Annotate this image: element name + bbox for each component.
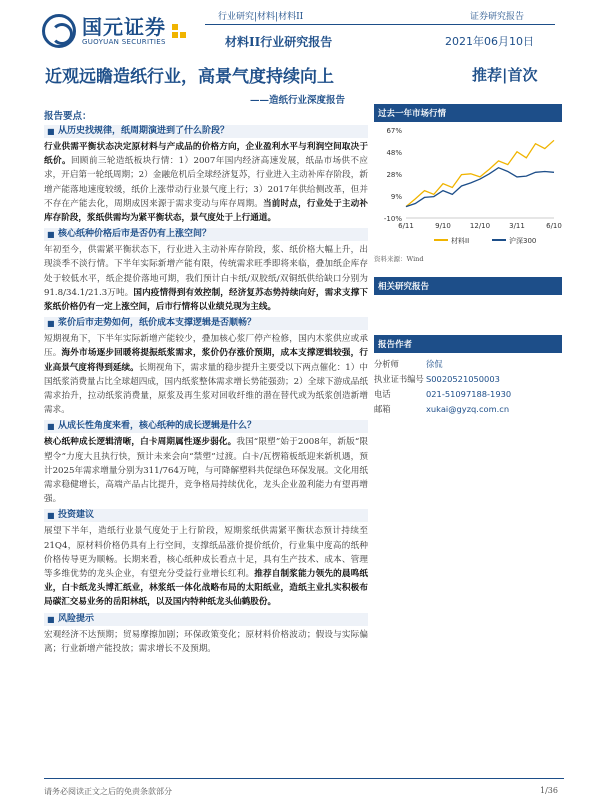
chart-source: 资料来源：Wind [374, 255, 424, 263]
emphasis-text: 推荐自制浆能力领先的晨鸣纸业，白卡纸龙头博汇纸业，林浆纸一体化战略布局的太阳纸业，造纸主业扎实积极布局碳汇交易业务的岳阳林纸，以及国内特种纸龙头仙鹤股份。 [44, 569, 368, 608]
author-field-label: 邮箱 [374, 404, 391, 414]
rating-badge: 推荐|首次 [472, 66, 538, 84]
sector-name: 材料II行业研究报告 [225, 35, 333, 49]
series-line-1 [406, 168, 554, 207]
section-paragraph [44, 435, 368, 506]
author-info [374, 357, 562, 417]
section-heading: ■ 风险提示 [44, 613, 368, 626]
summary-column [44, 108, 368, 657]
emphasis-text: 核心纸种成长逻辑清晰，白卡周期属性逐步弱化。 [44, 437, 237, 448]
author-header: 报告作者 [374, 335, 562, 353]
emphasis-text: 海外市场逐步回暖将提振纸浆需求，浆价仍存涨价预期，成本支撑逻辑较强，行业高景气度将得到延续。 [44, 348, 368, 373]
legend-label: 材料II [451, 237, 470, 245]
author-field-value: xukai@gyzq.com.cn [426, 404, 510, 414]
body-text: 宏观经济不达预期；贸易摩擦加剧；环保政策变化；原材料价格波动；假设与实际偏离；行业新增产能投放；需求增长不及预期。 [44, 629, 368, 654]
author-row [374, 357, 562, 372]
x-tick-label: 9/10 [435, 222, 451, 230]
summary-sections [44, 125, 368, 656]
report-title: 近观远瞻造纸行业，高景气度持续向上 [45, 67, 334, 87]
report-date: 2021年06月10日 [445, 35, 534, 48]
y-tick-label: -10% [383, 215, 402, 223]
report-type: 证券研究报告 [470, 12, 525, 22]
page-number: 1/36 [540, 786, 558, 795]
body-text: 长期视角下，需求量的稳步提升主要受以下两点催化：1）中国纸浆消费量占比全球超四成，国内纸浆整体需求增长势能强劲；2）全球下游成品纸需求抬升，拉动纸浆消费量，原浆及再生浆对回收纤维的潜在替代或为纸浆创造新增需求。 [44, 362, 368, 416]
section-paragraph [44, 524, 368, 609]
section-paragraph [44, 628, 368, 656]
y-tick-label: 48% [386, 149, 402, 157]
y-tick-label: 28% [386, 171, 402, 179]
market-chart-svg [374, 122, 562, 252]
section-heading: ■ 核心纸种价格后市是否仍有上涨空间？ [44, 228, 368, 241]
y-tick-label: 67% [386, 127, 402, 135]
x-tick-label: 6/11 [398, 222, 414, 230]
author-row [374, 372, 562, 387]
legend-label: 沪深300 [509, 237, 537, 245]
related-header: 相关研究报告 [374, 277, 562, 295]
x-tick-label: 3/11 [509, 222, 525, 230]
summary-label: 报告要点： [44, 111, 92, 122]
author-field-value: 徐侃 [426, 359, 443, 369]
author-field-value: 021-51097188-1930 [426, 389, 512, 399]
body-text: 回顾前三轮造纸板块行情：1）2007年国内经济高速发展，纸品市场供不应求，开启第一轮纸周期；2）金融危机后全球经济复苏，行业进入主动补库存阶段，新增产能落地速度较缓，纸价上涨带动行业景气度上行；3）2017年供给侧改革，但并不存在产能去化，周期成因来源于需求变动与库存周期。 [44, 156, 368, 209]
footer-disclaimer: 请务必阅读正文之后的免责条款部分 [44, 787, 172, 796]
section-heading: ■ 从成长性角度来看，核心纸种的成长逻辑是什么？ [44, 420, 368, 433]
author-field-value: S0020521050003 [426, 374, 500, 384]
section-heading: ■ 浆价后市走势如何，纸价成本支撑逻辑是否顺畅？ [44, 317, 368, 330]
section-heading: ■ 从历史找规律，纸周期演进到了什么阶段？ [44, 125, 368, 138]
y-tick-label: 9% [390, 193, 402, 201]
logo-mark-icon [42, 14, 76, 48]
author-row [374, 402, 562, 417]
logo-cn: 国元证券 [82, 15, 166, 39]
report-header [0, 0, 600, 58]
emphasis-text: 国内疫情得到有效控制，经济复苏态势持续向好，需求支撑下浆纸价格仍有一定上涨空间，后市行情将以业绩兑现为主线。 [44, 287, 368, 313]
author-field-label: 执业证书编号 [374, 374, 424, 384]
section-heading: ■ 投资建议 [44, 509, 368, 522]
logo-squares-icon [172, 24, 186, 38]
section-paragraph [44, 332, 368, 417]
header-divider [205, 24, 555, 25]
market-chart [374, 122, 562, 252]
emphasis-text: 行业供需平衡状态决定原材料与产成品的价格方向，企业盈利水平与利润空间取决于纸价。 [44, 142, 368, 167]
footer-divider [44, 778, 564, 779]
author-field-label: 分析师 [374, 359, 399, 369]
body-text: 短期视角下，下半年实际新增产能较少，叠加核心浆厂停产检修，国内木浆供应或承压。 [44, 334, 368, 359]
chart-header: 过去一年市场行情 [374, 104, 562, 122]
body-text: 年初至今，供需紧平衡状态下，行业进入主动补库存阶段，浆、纸价格大幅上升，出现淡季不淡行情。下半年实际新增产能有限，传统需求旺季即将来临，叠加纸企库存处于较低水平，纸企提价落地可期，我们预计白卡纸/双胶纸/双铜纸供给缺口分别为91.8/34.1/21.3万吨。 [44, 245, 368, 298]
body-text: 我国“限塑”始于2008年，新版“限塑令”力度大且执行快，预计未来会向“禁塑”过渡。白卡/瓦楞箱板纸迎来新机遇，预计2025年需求增量分别为311/764万吨，与可降解塑料共促绿色环保发展。文化用纸需求稳健增长，高端产品占比提升，竞争格局持续优化，龙头企业盈利能力有望再增强。 [44, 437, 368, 505]
x-tick-label: 6/10 [546, 222, 562, 230]
company-logo [42, 14, 186, 48]
body-text: 展望下半年，造纸行业景气度处于上行阶段，短期浆纸供需紧平衡状态预计持续至21Q4，原材料价格仍具有上行空间，支撑纸品涨价提价纸价，行业集中度高的纸种价格传导更为顺畅。长期来看，核心纸种成长看点十足，具有生产技术、成本、管理等多维优势的龙头企业，有望充分受益行业增长红利。 [44, 526, 368, 580]
author-row [374, 387, 562, 402]
section-paragraph [44, 243, 368, 314]
logo-en: GUOYUAN SECURITIES [82, 38, 166, 46]
author-field-label: 电话 [374, 389, 391, 399]
sidebar [374, 104, 562, 417]
category-path: 行业研究|材料|材料II [218, 12, 304, 22]
section-paragraph [44, 140, 368, 225]
report-subtitle: ——造纸行业深度报告 [250, 95, 346, 106]
x-tick-label: 12/10 [469, 222, 491, 230]
emphasis-text: 当前时点，行业处于主动补库存阶段，浆纸供需均为紧平衡状态，景气度处于上行通道。 [44, 198, 368, 224]
